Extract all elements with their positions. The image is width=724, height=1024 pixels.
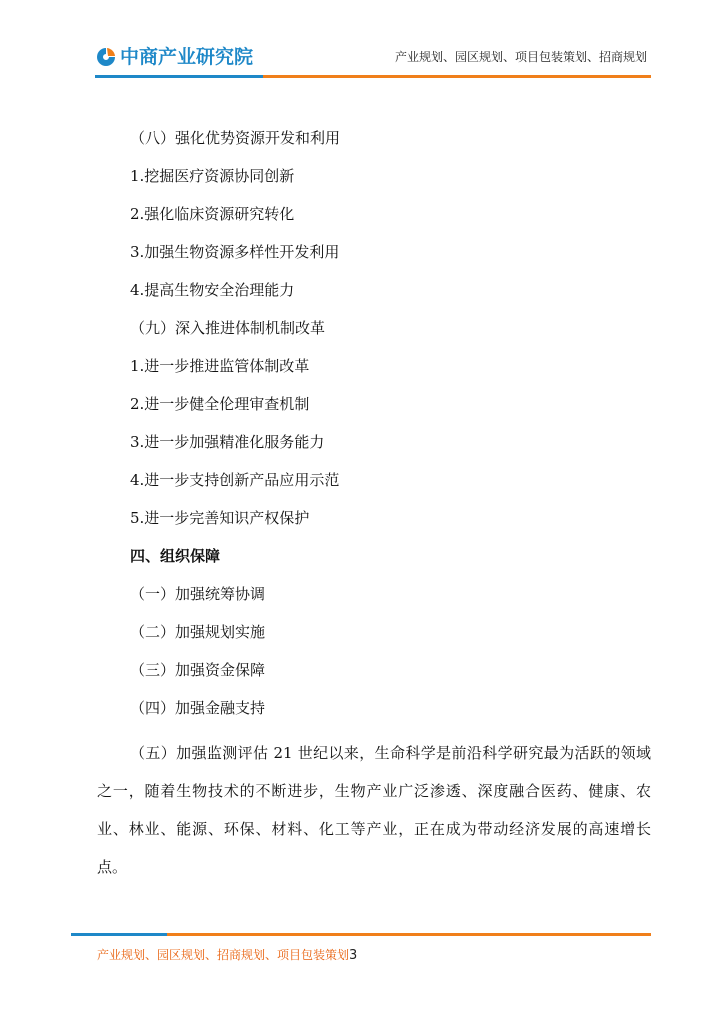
list-item: 4.提高生物安全治理能力 (130, 281, 295, 299)
section-heading: （二）加强规划实施 (130, 623, 266, 641)
logo-icon (95, 46, 117, 68)
section-heading: （一）加强统筹协调 (130, 585, 266, 603)
list-item: 1.进一步推进监管体制改革 (130, 357, 310, 375)
list-item: 2.强化临床资源研究转化 (130, 205, 295, 223)
footer-tagline: 产业规划、园区规划、招商规划、项目包装策划 (97, 948, 350, 962)
list-item: 3.加强生物资源多样性开发利用 (130, 243, 340, 261)
page-footer (97, 946, 357, 965)
section-heading: （八）强化优势资源开发和利用 (130, 129, 341, 147)
page-header (0, 0, 724, 85)
list-item: 3.进一步加强精准化服务能力 (130, 433, 325, 451)
page-number: 3 (349, 948, 358, 963)
footer-rule-orange (167, 933, 651, 936)
list-item: 2.进一步健全伦理审查机制 (130, 395, 310, 413)
list-item: 1.挖掘医疗资源协同创新 (130, 167, 295, 185)
section-heading: （九）深入推进体制机制改革 (130, 319, 326, 337)
header-rule-orange (263, 75, 651, 78)
chapter-heading: 四、组织保障 (130, 547, 221, 565)
list-item: 4.进一步支持创新产品应用示范 (130, 471, 340, 489)
footer-rule-blue (71, 933, 167, 936)
section-heading: （四）加强金融支持 (130, 699, 266, 717)
header-rule-blue (95, 75, 263, 78)
section-heading: （三）加强资金保障 (130, 661, 266, 679)
body-paragraph: （五）加强监测评估 21 世纪以来，生命科学是前沿科学研究最为活跃的领域之一，随着生物技术的不断进步，生物产业广泛渗透、深度融合医药、健康、农业、林业、能源、环保、材料、化工等产业，正在成为带动经济发展的高速增长点。 (97, 744, 651, 876)
header-tagline: 产业规划、园区规划、项目包装策划、招商规划 (394, 50, 647, 64)
list-item: 5.进一步完善知识产权保护 (130, 509, 310, 527)
logo (95, 46, 253, 68)
logo-text: 中商产业研究院 (120, 46, 254, 68)
